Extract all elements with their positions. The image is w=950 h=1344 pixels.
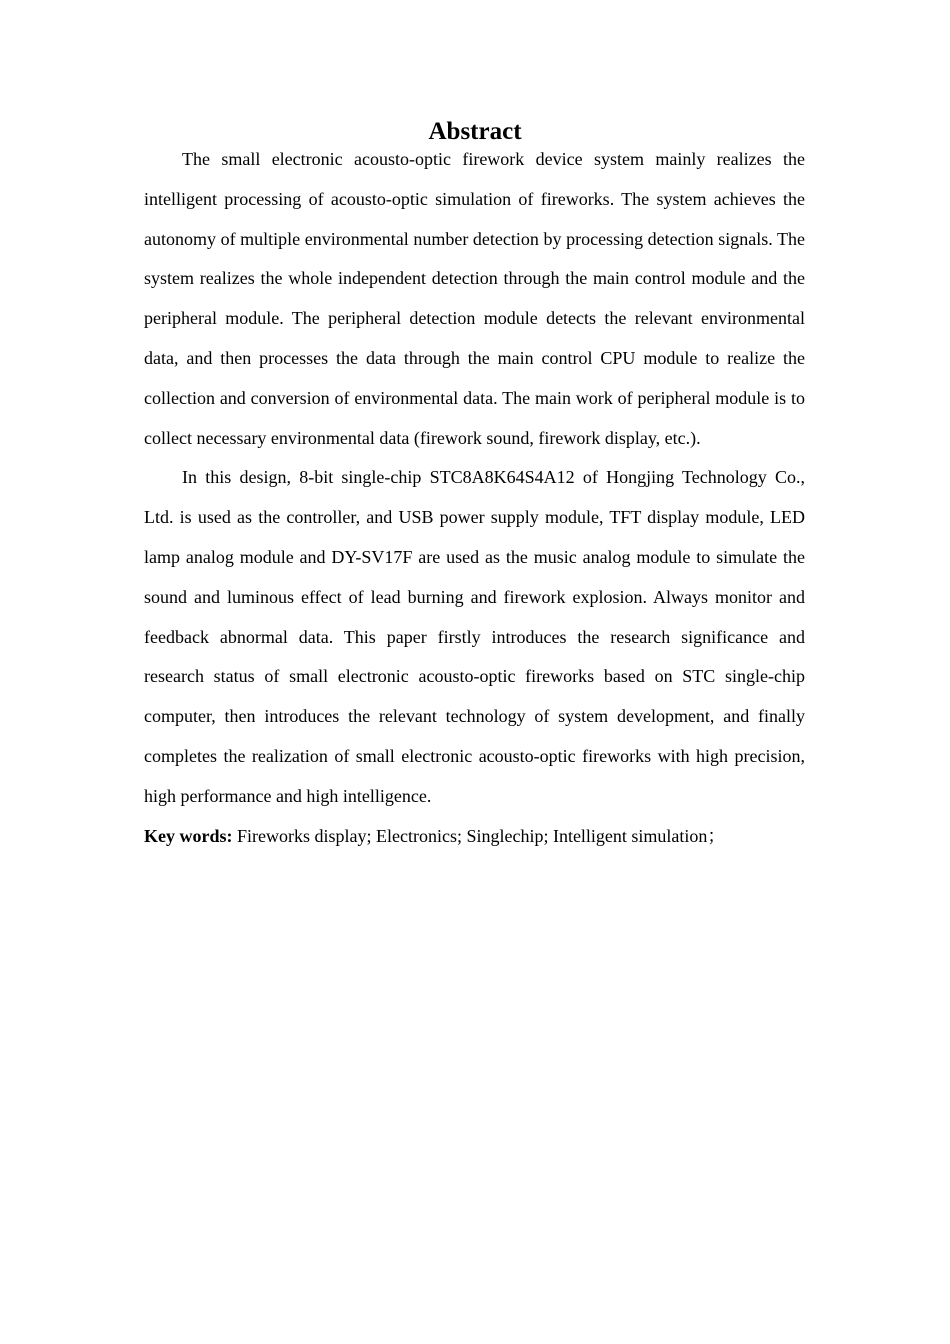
- abstract-title: Abstract: [428, 118, 522, 145]
- keywords-label: Key words:: [144, 825, 233, 846]
- abstract-body: [144, 140, 805, 856]
- keywords-text: Fireworks display; Electronics; Singlechip; Intelligent simulation；: [232, 825, 726, 846]
- abstract-paragraph-1: The small electronic acousto-optic firework device system mainly realizes the intelligent processing of acousto-optic simulation of fireworks. The system achieves the autonomy of multiple environmental number detection by processing detection signals. The system realizes the whole independent detection through the main control module and the peripheral module. The peripheral detection module detects the relevant environmental data, and then processes the data through the main control CPU module to realize the collection and conversion of environmental data. The main work of peripheral module is to collect necessary environmental data (firework sound, firework display, etc.).: [144, 149, 805, 448]
- abstract-paragraph-2: In this design, 8-bit single-chip STC8A8K64S4A12 of Hongjing Technology Co., Ltd. is used as the controller, and USB power supply module, TFT display module, LED lamp analog module and DY-SV17F are used as the music analog module to simulate the sound and luminous effect of lead burning and firework explosion. Always monitor and feedback abnormal data. This paper firstly introduces the research significance and research status of small electronic acousto-optic fireworks based on STC single-chip computer, then introduces the relevant technology of system development, and finally completes the realization of small electronic acousto-optic fireworks with high precision, high performance and high intelligence.: [144, 467, 805, 806]
- keywords-line: [144, 817, 805, 857]
